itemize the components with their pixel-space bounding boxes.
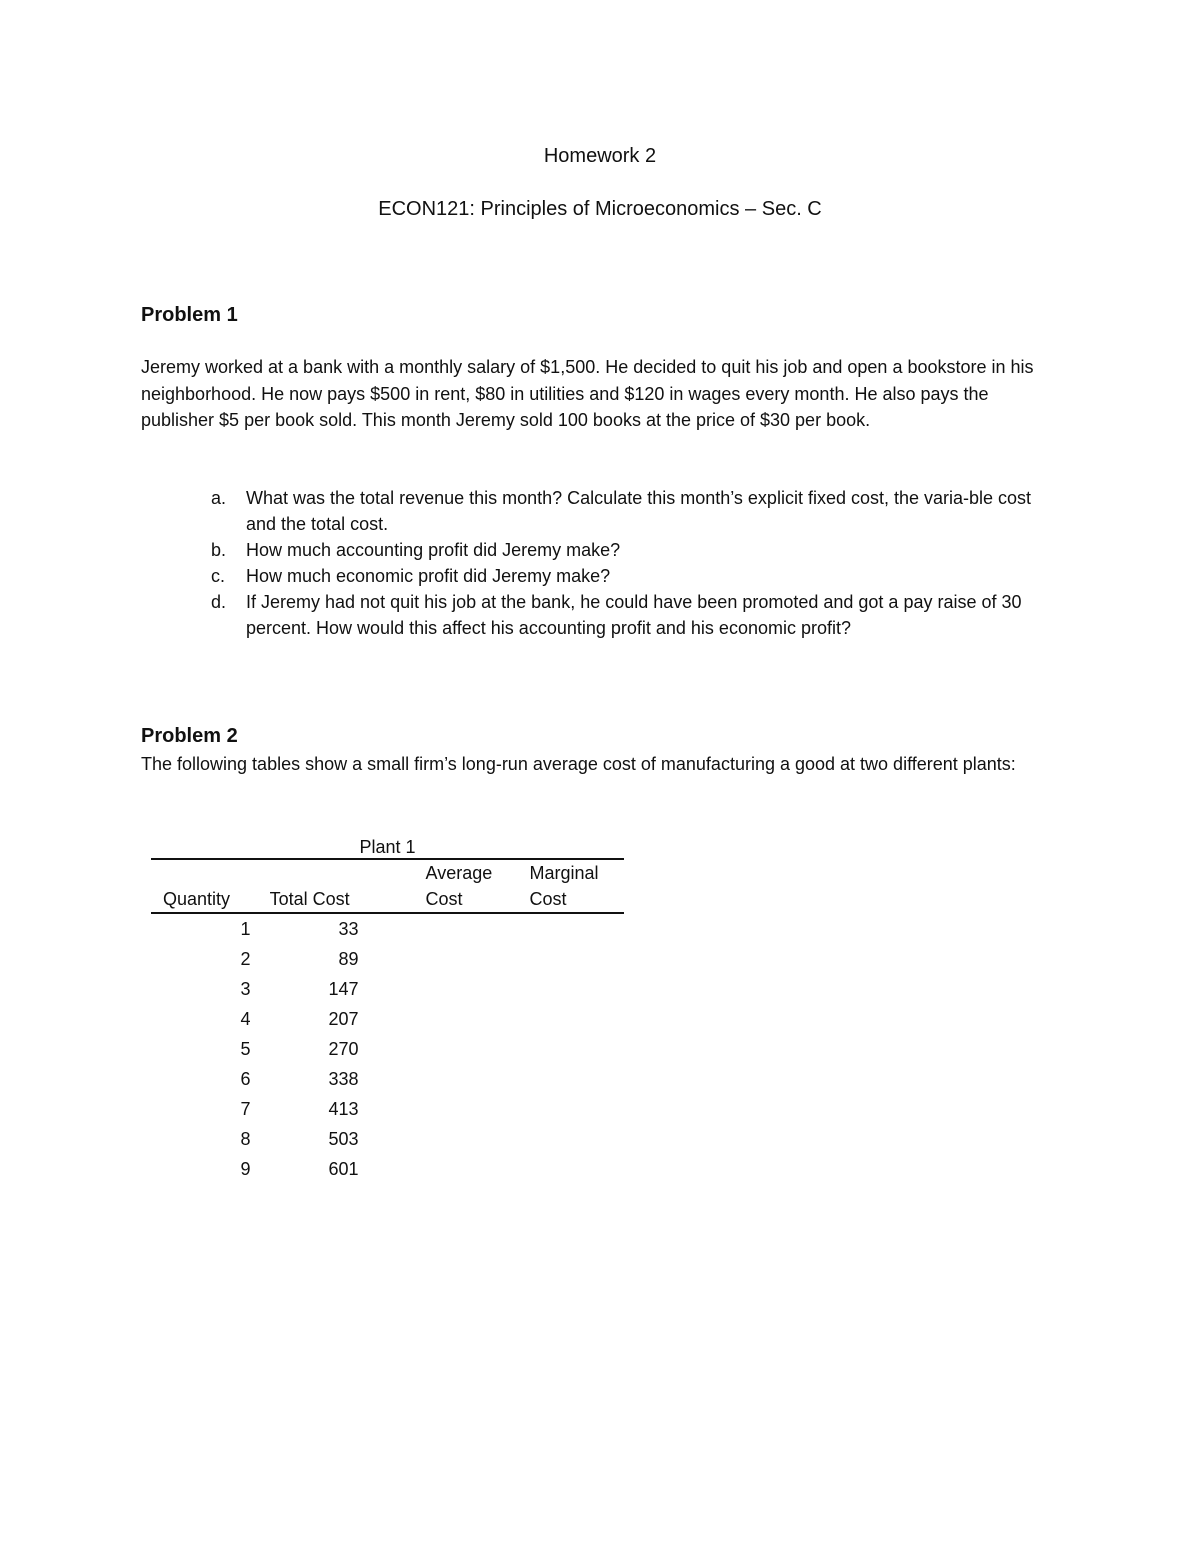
cell-marginal-cost <box>529 1154 624 1184</box>
table-header-row-bottom <box>151 886 624 913</box>
document-title: Homework 2 <box>543 145 657 167</box>
cell-average-cost <box>359 913 530 944</box>
table-row <box>151 1004 624 1034</box>
question-marker: b. <box>211 540 227 560</box>
table-row <box>151 1124 624 1154</box>
cell-total-cost: 270 <box>328 1039 359 1059</box>
question-text: If Jeremy had not quit his job at the bank, he could have been promoted and got a pay raise of 30 percent. How would this affect his accounting profit and his economic profit? <box>246 592 1022 638</box>
cell-marginal-cost <box>529 913 624 944</box>
cell-average-cost <box>359 1154 530 1184</box>
cell-total-cost: 413 <box>328 1099 359 1119</box>
cell-average-cost <box>359 944 530 974</box>
course-title: ECON121: Principles of Microeconomics – Sec. C <box>378 198 822 220</box>
cell-average-cost <box>359 1004 530 1034</box>
cell-quantity: 1 <box>240 919 251 939</box>
cell-quantity: 5 <box>240 1039 251 1059</box>
table-row <box>151 944 624 974</box>
cell-marginal-cost <box>529 974 624 1004</box>
table-row <box>151 913 624 944</box>
cell-average-cost <box>359 1094 530 1124</box>
cell-marginal-cost <box>529 1094 624 1124</box>
header-marginal-bottom: Cost <box>529 886 624 913</box>
cell-total-cost: 207 <box>328 1009 359 1029</box>
cell-average-cost <box>359 974 530 1004</box>
cell-marginal-cost <box>529 1064 624 1094</box>
table-row <box>151 1154 624 1184</box>
plant-1-table <box>151 858 624 1184</box>
table-header-row-top <box>151 859 624 886</box>
cell-total-cost: 33 <box>338 919 359 939</box>
cell-quantity: 8 <box>240 1129 251 1149</box>
header-total-cost: Total Cost <box>251 886 359 913</box>
problem-2-heading: Problem 2 <box>141 725 238 747</box>
cell-total-cost: 338 <box>328 1069 359 1089</box>
cell-marginal-cost <box>529 1124 624 1154</box>
cell-average-cost <box>359 1034 530 1064</box>
cell-average-cost <box>359 1064 530 1094</box>
cell-total-cost: 503 <box>328 1129 359 1149</box>
cell-marginal-cost <box>529 1034 624 1064</box>
problem-2-body: The following tables show a small firm’s long-run average cost of manufacturing a good at two different plants: <box>141 754 1016 774</box>
header-marginal-top: Marginal <box>529 859 624 886</box>
plant-1-table-container <box>151 836 624 1184</box>
cell-quantity: 4 <box>240 1009 251 1029</box>
cell-total-cost: 147 <box>328 979 359 999</box>
cell-quantity: 9 <box>240 1159 251 1179</box>
question-marker: c. <box>211 566 226 586</box>
cell-quantity: 3 <box>240 979 251 999</box>
cell-quantity: 2 <box>240 949 251 969</box>
cell-quantity: 7 <box>240 1099 251 1119</box>
header-average-top: Average <box>359 859 530 886</box>
header-quantity: Quantity <box>151 886 251 913</box>
question-c <box>211 563 1061 589</box>
table-caption: Plant 1 <box>359 837 416 857</box>
problem-1-questions <box>211 485 1061 641</box>
question-b <box>211 537 1061 563</box>
cell-marginal-cost <box>529 944 624 974</box>
problem-1-body: Jeremy worked at a bank with a monthly salary of $1,500. He decided to quit his job and open a bookstore in his neighborhood. He now pays $500 in rent, $80 in utilities and $120 in wages every month. He also pays the publisher $5 per book sold. This month Jeremy sold 100 books at the price of $30 per book. <box>141 357 1034 430</box>
table-row <box>151 974 624 1004</box>
cell-marginal-cost <box>529 1004 624 1034</box>
question-marker: a. <box>211 488 227 508</box>
question-text: How much accounting profit did Jeremy make? <box>246 540 621 560</box>
problem-1-heading: Problem 1 <box>141 304 238 326</box>
question-text: What was the total revenue this month? Calculate this month’s explicit fixed cost, the varia-ble cost and the total cost. <box>246 488 1032 534</box>
table-row <box>151 1094 624 1124</box>
table-row <box>151 1034 624 1064</box>
cell-quantity: 6 <box>240 1069 251 1089</box>
cell-average-cost <box>359 1124 530 1154</box>
header-average-bottom: Cost <box>359 886 530 913</box>
question-d <box>211 589 1061 641</box>
table-body <box>151 913 624 1184</box>
cell-total-cost: 89 <box>338 949 359 969</box>
question-text: How much economic profit did Jeremy make? <box>246 566 611 586</box>
table-row <box>151 1064 624 1094</box>
question-a <box>211 485 1061 537</box>
question-marker: d. <box>211 592 227 612</box>
cell-total-cost: 601 <box>328 1159 359 1179</box>
